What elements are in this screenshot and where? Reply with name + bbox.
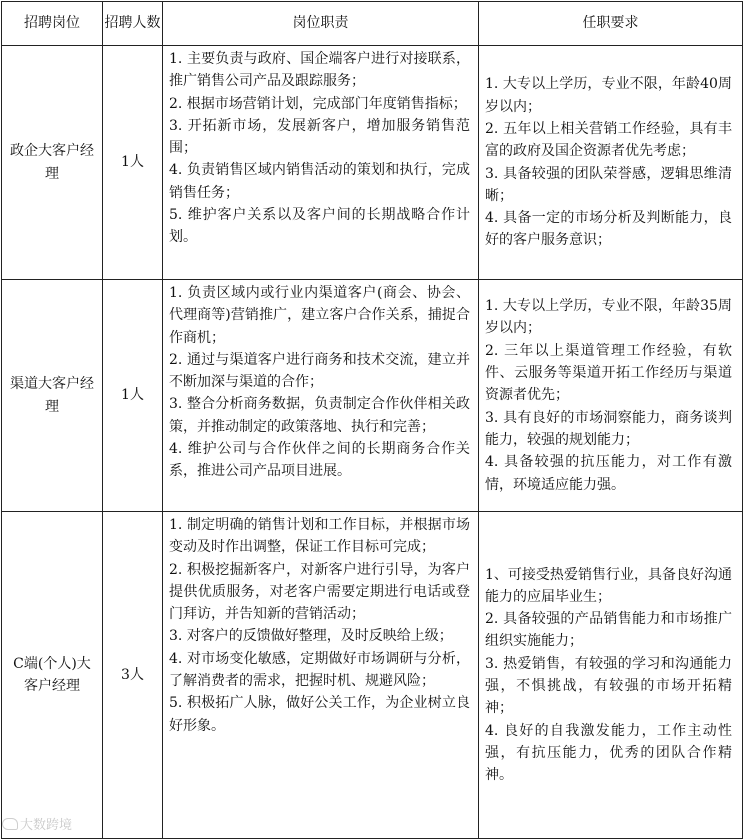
position-cell: C端(个人)大客户经理 (2, 512, 103, 839)
requirement-item: 2. 三年以上渠道管理工作经验，有软件、云服务等渠道开拓工作经历与渠道资源者优先； (485, 342, 732, 404)
table-row (2, 46, 743, 280)
header-requirements: 任职要求 (479, 2, 743, 46)
header-count: 招聘人数 (103, 2, 163, 46)
requirement-item: 4. 具备较强的抗压能力，对工作有激情，环境适应能力强。 (485, 454, 732, 493)
duty-item: 2. 根据市场营销计划，完成部门年度销售指标； (169, 95, 467, 112)
requirement-item: 3. 具备较强的团队荣誉感，逻辑思维清晰； (485, 165, 732, 204)
requirements-cell (479, 280, 743, 512)
recruitment-table (1, 1, 743, 839)
requirement-item: 4. 良好的自我激发能力，工作主动性强，有抗压能力，优秀的团队合作精神。 (485, 722, 732, 784)
duties-cell (163, 280, 479, 512)
duty-item: 3. 整合分析商务数据，负责制定合作伙伴相关政策，并推动制定的政策落地、执行和完善； (169, 396, 470, 435)
count-cell: 1人 (103, 280, 163, 512)
watermark-text: 大数跨境 (20, 818, 73, 833)
header-row (2, 2, 743, 46)
header-position: 招聘岗位 (2, 2, 103, 46)
requirement-item: 4. 具备一定的市场分析及判断能力，良好的客户服务意识； (485, 210, 732, 249)
duties-cell (163, 512, 479, 839)
requirement-item: 1. 大专以上学历，专业不限，年龄40周岁以内； (485, 76, 732, 115)
table-row (2, 512, 743, 839)
duties-cell (163, 46, 479, 280)
duty-item: 2. 积极挖掘新客户，对新客户进行引导，为客户提供优质服务，对老客户需要定期进行电话或登门拜访，并告知新的营销活动； (169, 561, 470, 623)
duty-item: 4. 对市场变化敏感，定期做好市场调研与分析，了解消费者的需求，把握时机、规避风险； (169, 650, 470, 690)
requirement-item: 1、可接受热爱销售行业，具备良好沟通能力的应届毕业生； (485, 566, 732, 605)
count-cell: 1人 (103, 46, 163, 280)
count-cell: 3人 (103, 512, 163, 839)
duty-item: 3. 对客户的反馈做好整理，及时反映给上级； (169, 628, 453, 645)
duty-item: 4. 负责销售区域内销售活动的策划和执行，完成销售任务； (169, 162, 470, 201)
requirement-item: 1. 大专以上学历，专业不限，年龄35周岁以内； (485, 298, 732, 337)
requirements-cell (479, 512, 743, 839)
watermark (2, 814, 72, 833)
position-cell: 渠道大客户经理 (2, 280, 103, 512)
requirements-cell (479, 46, 743, 280)
table-row (2, 280, 743, 512)
requirement-item: 3. 热爱销售，有较强的学习和沟通能力强，不惧挑战，有较强的市场开拓精神； (485, 655, 732, 717)
duty-item: 1. 主要负责与政府、国企端客户进行对接联系，推广销售公司产品及跟踪服务； (169, 51, 470, 90)
duty-item: 1. 制定明确的销售计划和工作目标，并根据市场变动及时作出调整，保证工作目标可完成； (169, 517, 470, 556)
duty-item: 3. 开拓新市场，发展新客户，增加服务销售范围； (169, 117, 470, 157)
position-cell: 政企大客户经理 (2, 46, 103, 280)
requirement-item: 2. 五年以上相关营销工作经验，具有丰富的政府及国企资源者优先考虑； (485, 120, 732, 160)
duty-item: 2. 通过与渠道客户进行商务和技术交流，建立并不断加深与渠道的合作； (169, 351, 470, 391)
duty-item: 4. 维护公司与合作伙伴之间的长期商务合作关系，推进公司产品项目进展。 (169, 441, 470, 480)
duty-item: 1. 负责区域内或行业内渠道客户(商会、协会、代理商等)营销推广，建立客户合作关系，捕捉合作商机； (169, 285, 470, 346)
header-duties: 岗位职责 (163, 2, 479, 46)
requirement-item: 2. 具备较强的产品销售能力和市场推广组织实施能力； (485, 611, 732, 650)
chat-bubble-icon (2, 818, 18, 830)
requirement-item: 3. 具有良好的市场洞察能力，商务谈判能力，较强的规划能力； (485, 409, 732, 448)
duty-item: 5. 积极拓广人脉，做好公关工作，为企业树立良好形象。 (169, 695, 470, 734)
duty-item: 5. 维护客户关系以及客户间的长期战略合作计划。 (169, 207, 470, 246)
